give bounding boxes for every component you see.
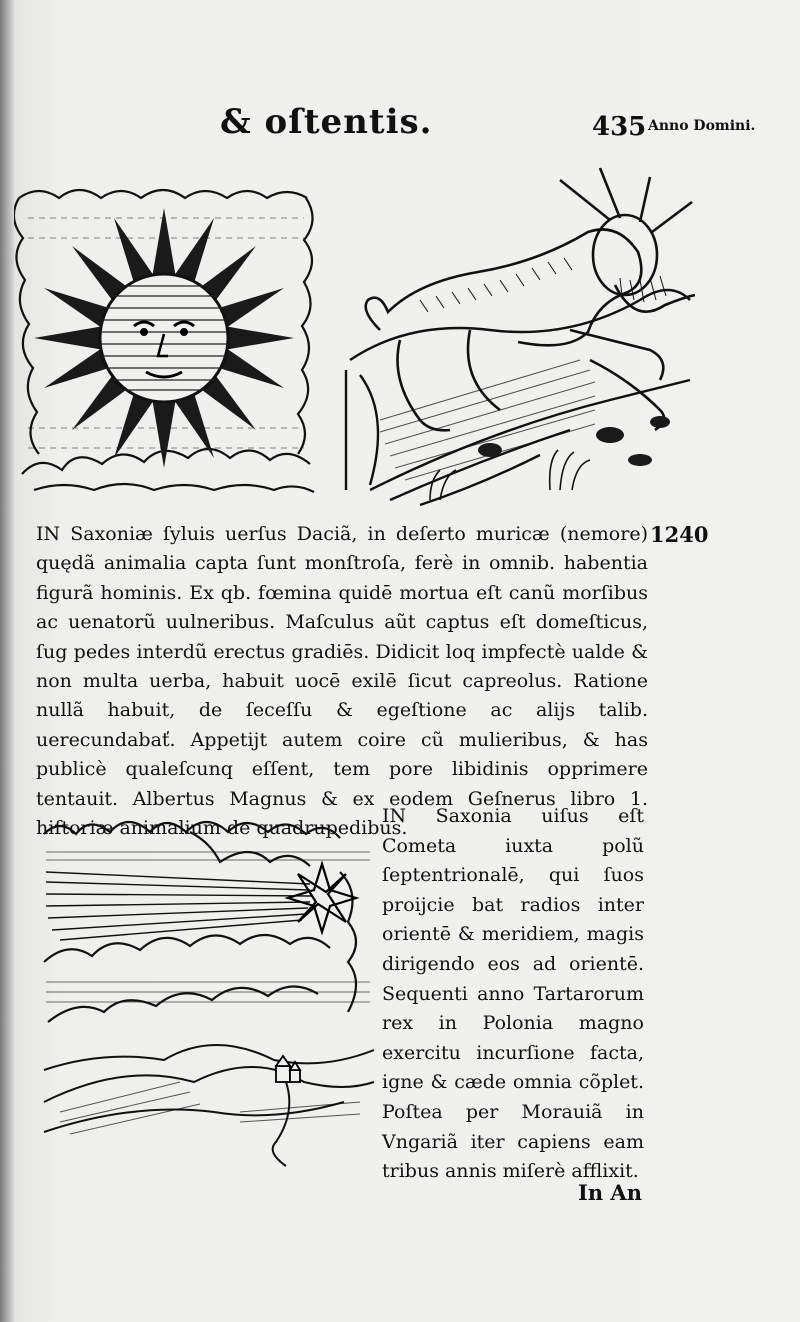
catchword: In An xyxy=(578,1180,642,1205)
sun-woodcut xyxy=(14,178,319,510)
entry-1240-text xyxy=(36,520,648,843)
margin-label: Anno Domini. xyxy=(648,118,756,134)
page-number: 435 xyxy=(592,112,647,142)
margin-year: 1240 xyxy=(650,522,709,547)
comet-entry-text xyxy=(382,802,644,1187)
wild-man-woodcut xyxy=(340,160,695,510)
running-head: & oſtentis. xyxy=(220,102,433,142)
page-gutter-shadow xyxy=(0,0,14,1322)
comet-woodcut xyxy=(40,812,380,1167)
comet-entry-paragraph: IN Saxonia uiſus eſt Cometa iuxta polũ ſeptentrionalē, qui ſuos proijcie bat radios inter orientē & meridiem, magis dirigendo eos ad orientē. Sequenti anno Tartarorum rex in Polonia magno exercitu incurſione facta, igne & cæde omnia cõplet. Poſtea per Morauiã in Vngariã iter capiens eam tribus annis miſerè afflixit. xyxy=(382,805,644,1183)
entry-1240-paragraph: IN Saxoniæ ſyluis uerſus Daciã, in deſerto muricæ (nemore) quędã animalia capta ſunt monſtroſa, ferè in omnib. habentia figurã hominis. Ex qb. fœmina quidē mortua eſt canũ morſibus ac uenatorũ uulneribus. Maſculus aũt captus eſt domeſticus, ſug pedes interdũ erectus gradiēs. Didicit loq impfectè ualde & non multa uerba, habuit uocē exilē ſicut capreolus. Ratione nullã habuit, de ſeceſſu & egeſtione ac alijs talib. uerecundabať. Appetijt autem coire cũ mulieribus, & has publicè qualeſcunq eſſent, tem pore libidinis opprimere tentauit. Albertus Magnus & ex eodem Geſnerus libro 1. hiſtoriæ animalium de quadrupedibus. xyxy=(36,523,648,840)
